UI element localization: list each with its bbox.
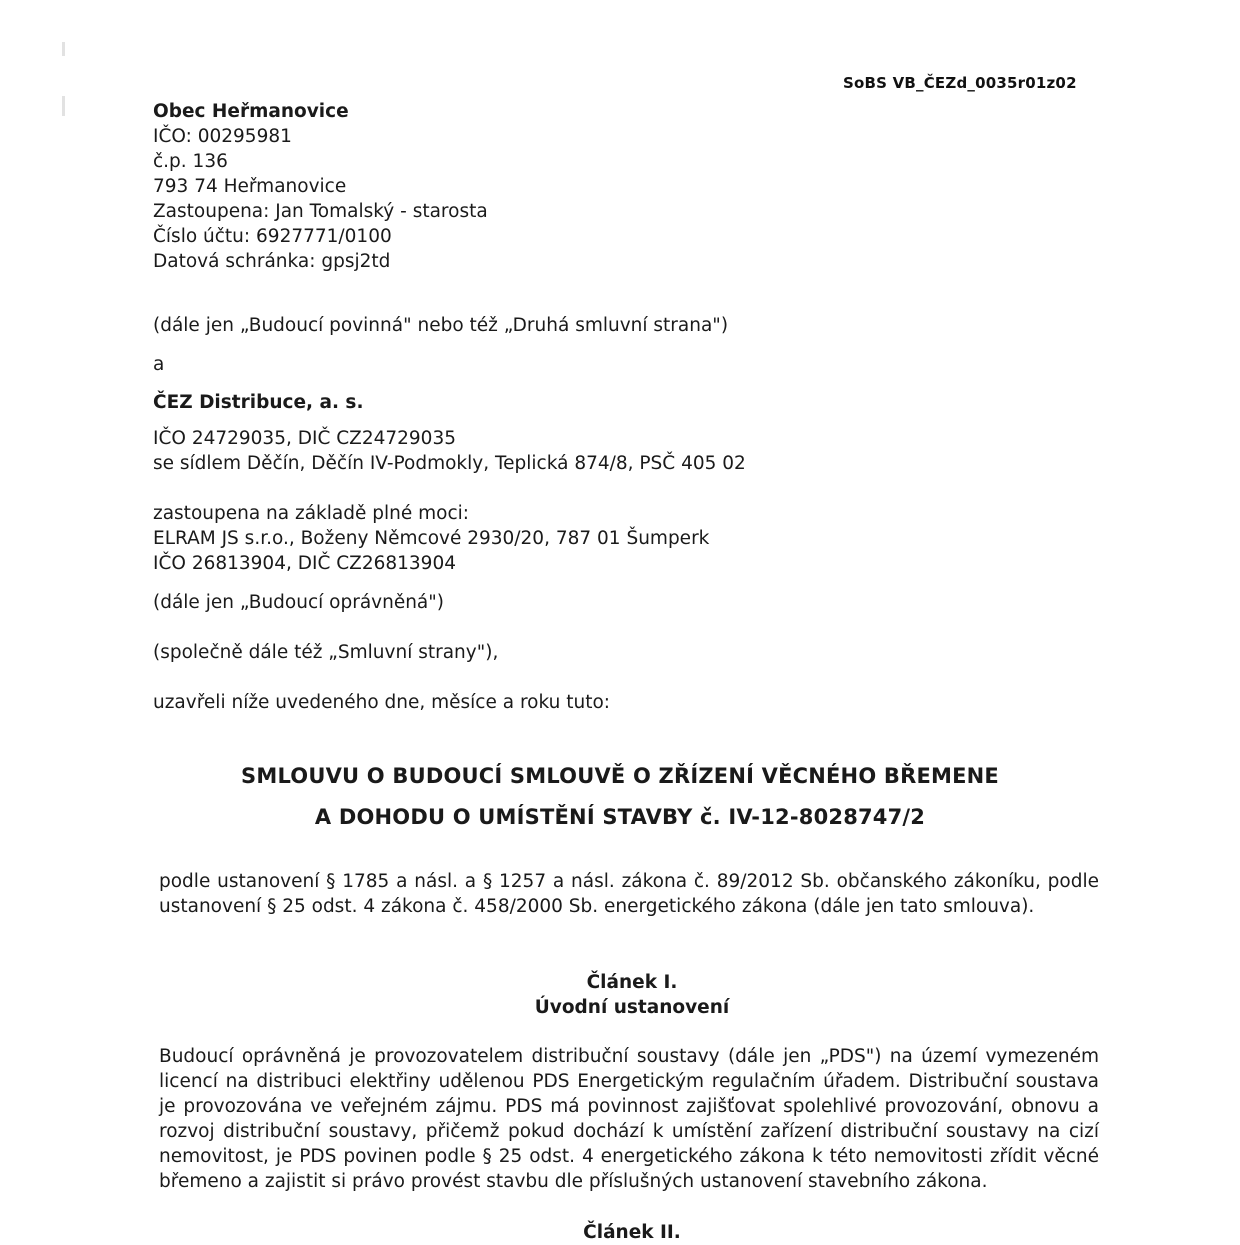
article1-heading: Úvodní ustanovení xyxy=(534,997,730,1018)
party2-representative-ids: IČO 26813904, DIČ CZ26813904 xyxy=(153,553,456,574)
party2-name: ČEZ Distribuce, a. s. xyxy=(153,392,364,413)
party1-house-number: č.p. 136 xyxy=(153,151,228,172)
party1-designation: (dále jen „Budoucí povinná" nebo též „Druhá smluvní strana") xyxy=(153,315,729,336)
party1-ico: IČO: 00295981 xyxy=(153,126,292,147)
party2-seat: se sídlem Děčín, Děčín IV-Podmokly, Teplická 874/8, PSČ 405 02 xyxy=(153,453,746,474)
conjunction: a xyxy=(153,354,165,375)
party2-representation-block xyxy=(153,501,709,576)
article1-number: Článek I. xyxy=(586,972,678,993)
party1-data-box: Datová schránka: gpsj2td xyxy=(153,251,391,272)
document-code: SoBS VB_ČEZd_0035r01z02 xyxy=(843,74,1077,92)
party1-postal-address: 793 74 Heřmanovice xyxy=(153,176,347,197)
party2-designation: (dále jen „Budoucí oprávněná") xyxy=(153,592,444,613)
party1-representative: Zastoupena: Jan Tomalský - starosta xyxy=(153,201,488,222)
legal-basis: podle ustanovení § 1785 a násl. a § 1257 a násl. zákona č. 89/2012 Sb. občanského zákoníku, podle ustanovení § 25 odst. 4 zákona č. 458/2000 Sb. energetického zákona (dále jen tato smlouva). xyxy=(159,871,1099,917)
joint-designation: (společně dále též „Smluvní strany"), xyxy=(153,642,499,663)
scan-artifact xyxy=(62,42,65,56)
scan-artifact xyxy=(62,96,65,116)
article1-text: Budoucí oprávněná je provozovatelem distribuční soustavy (dále jen „PDS") na území vymezeném licencí na distribuci elektřiny udělenou PDS Energetickým regulačním úřadem. Distribuční soustava je provozována ve veřejném zájmu. PDS má povinnost zajišťovat spolehlivé provozování, obnovu a rozvoj distribuční soustavy, přičemž pokud dochází k umístění zařízení distribuční soustavy na cizí nemovitost, je PDS povinen podle § 25 odst. 4 energetického zákona k této nemovitosti zřídit věcné břemeno a zajistit si právo provést stavbu dle příslušných ustanovení stavebního zákona. xyxy=(159,1046,1099,1192)
party2-ico-dic: IČO 24729035, DIČ CZ24729035 xyxy=(153,428,456,449)
party2-id-block xyxy=(153,426,746,476)
intro-sentence: uzavřeli níže uvedeného dne, měsíce a roku tuto: xyxy=(153,692,611,713)
contract-title-line2: A DOHODU O UMÍSTĚNÍ STAVBY č. IV-12-8028747/2 xyxy=(314,805,926,829)
party2-representative: ELRAM JS s.r.o., Boženy Němcové 2930/20, 787 01 Šumperk xyxy=(153,528,710,549)
contract-title-line1: SMLOUVU O BUDOUCÍ SMLOUVĚ O ZŘÍZENÍ VĚCNÉHO BŘEMENE xyxy=(241,764,999,788)
article2-number: Článek II. xyxy=(583,1222,681,1243)
party1-name: Obec Heřmanovice xyxy=(153,101,349,122)
party2-representation-intro: zastoupena na základě plné moci: xyxy=(153,503,469,524)
party1-account-number: Číslo účtu: 6927771/0100 xyxy=(153,226,392,247)
party1-block xyxy=(153,99,488,274)
